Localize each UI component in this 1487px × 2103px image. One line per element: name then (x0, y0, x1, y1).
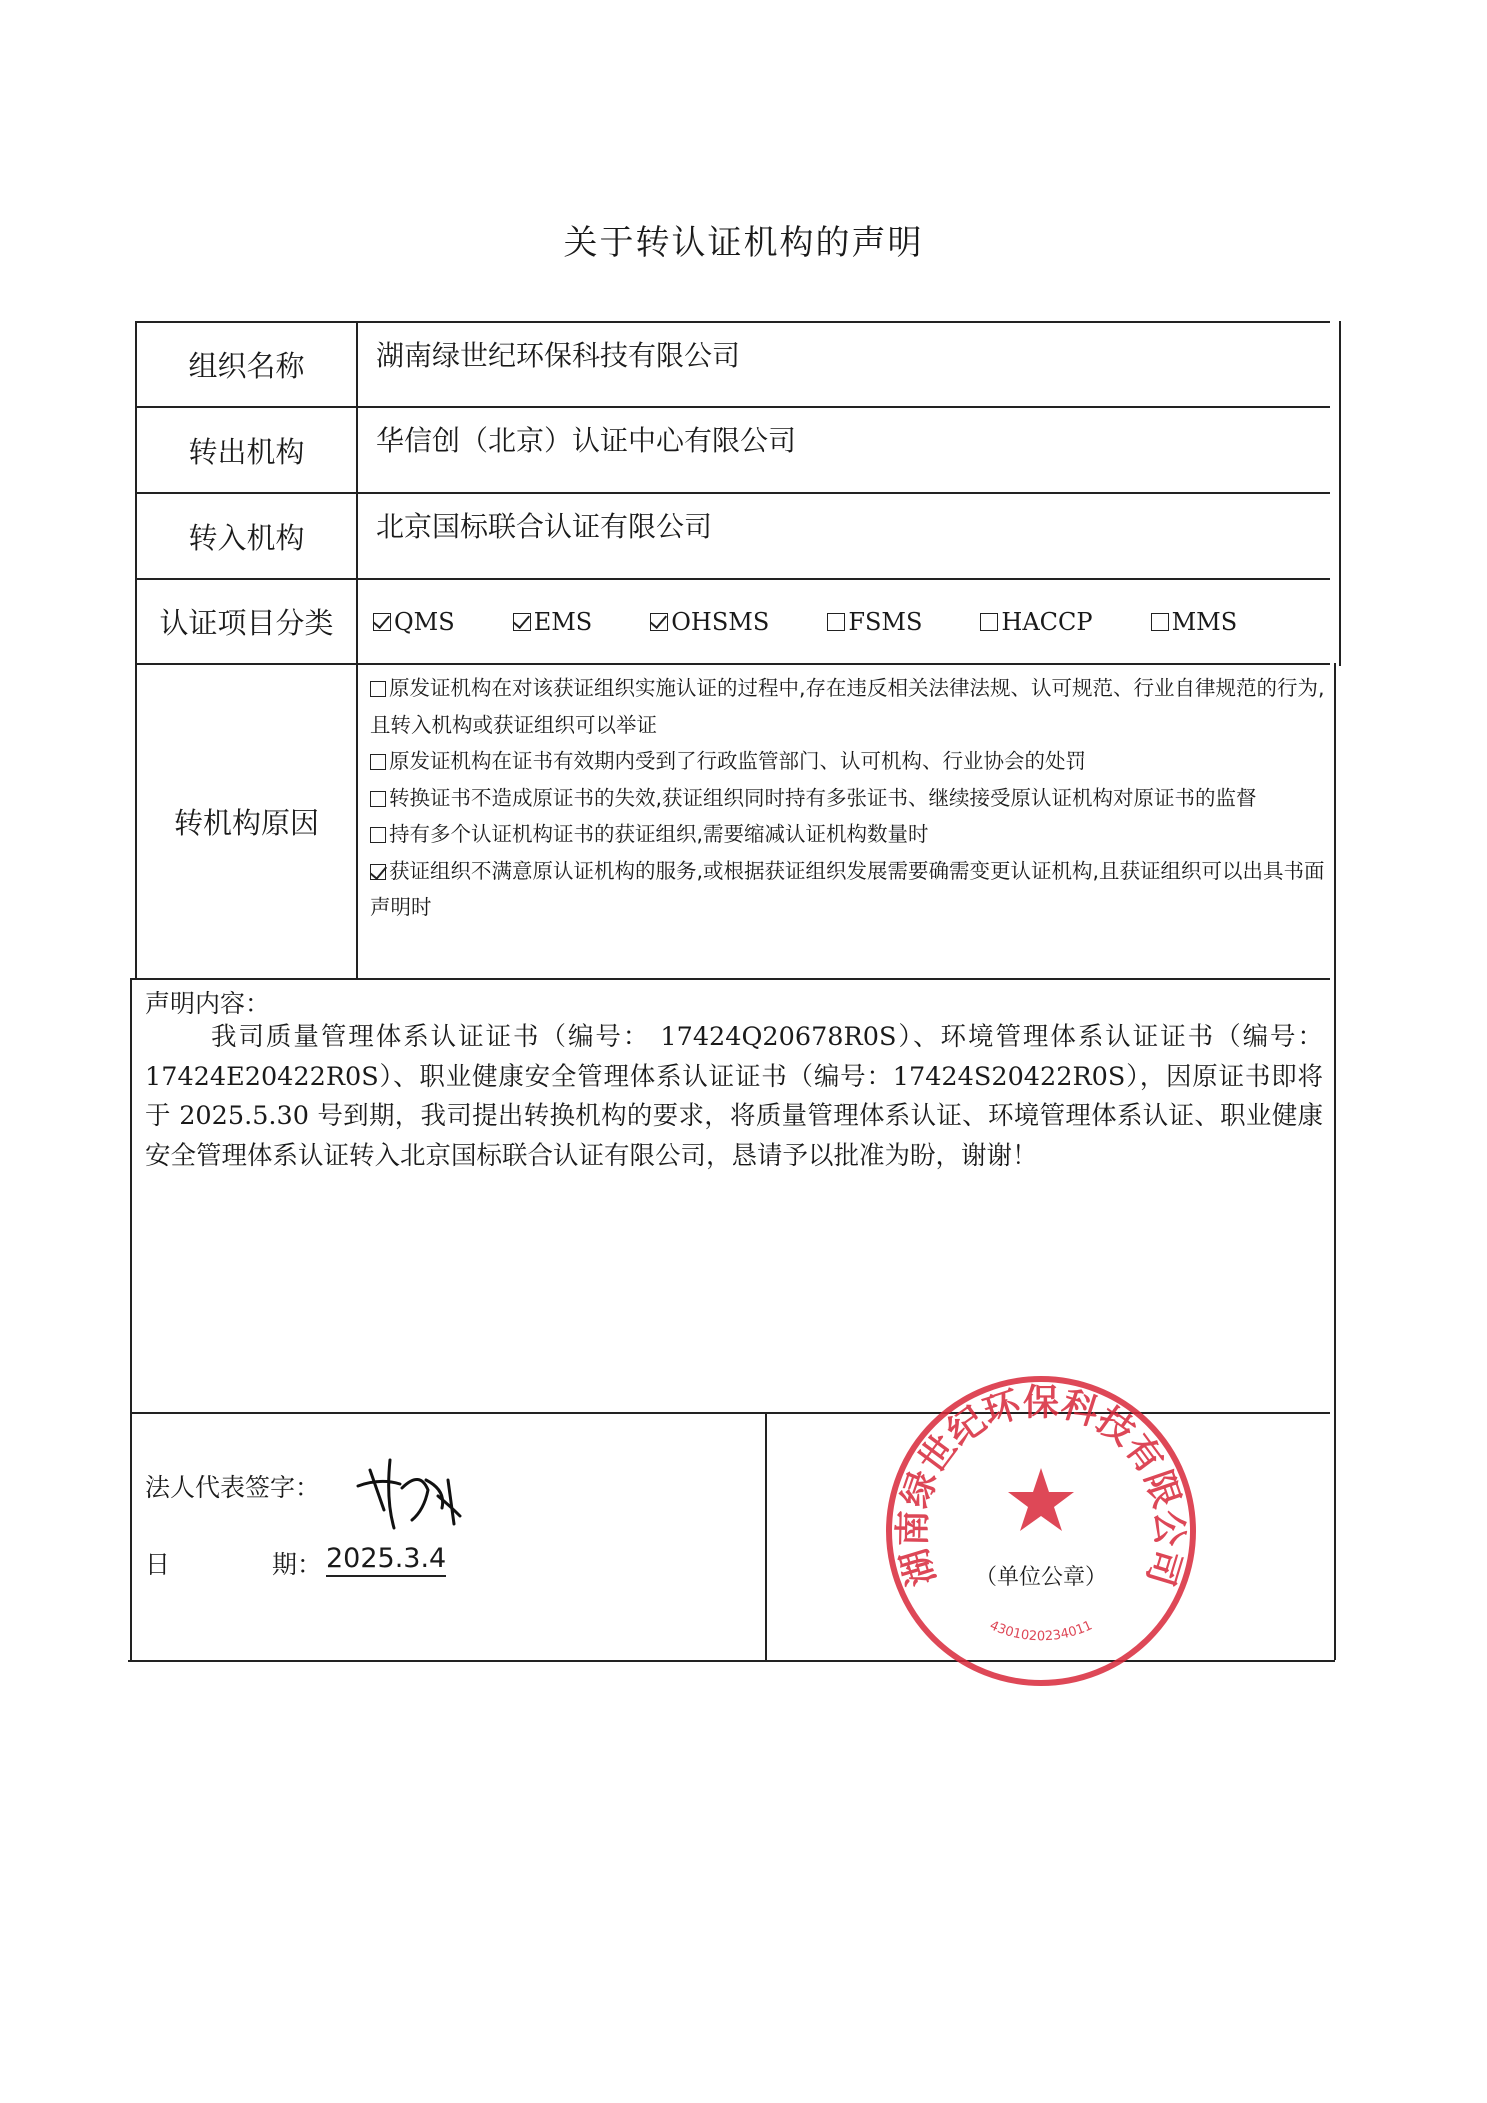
category-text: MMS (1171, 607, 1238, 636)
table-line (130, 978, 1330, 980)
svg-text:4301020234011 (987, 1618, 1095, 1644)
checkbox[interactable] (370, 827, 386, 843)
checkbox[interactable] (373, 613, 391, 631)
org-name-value: 湖南绿世纪环保科技有限公司 (376, 339, 741, 372)
checkbox[interactable] (370, 754, 386, 770)
document-title: 关于转认证机构的声明 (563, 223, 924, 263)
category-haccp[interactable] (980, 608, 1092, 636)
declaration-heading: 声明内容： (145, 989, 271, 1018)
reason-text: 转换证书不造成原证书的失效,获证组织同时持有多张证书、继续接受原认证机构对原证书的监督 (389, 785, 1257, 810)
category-label: 认证项目分类 (159, 606, 334, 640)
seal-org-text: 湖南绿世纪环保科技有限公司 (891, 1381, 1191, 1591)
checkbox[interactable] (370, 864, 386, 880)
reason-item[interactable] (370, 816, 1330, 853)
date-value: 2025.3.4 (326, 1543, 446, 1577)
reason-item[interactable] (370, 853, 1330, 926)
table-line (1334, 663, 1336, 1660)
category-text: EMS (533, 607, 593, 636)
reason-text: 获证组织不满意原认证机构的服务,或根据获证组织发展需要确需变更认证机构,且获证组织可以出具书面声明时 (370, 858, 1325, 919)
category-text: QMS (394, 607, 455, 636)
reason-item[interactable] (370, 743, 1330, 780)
category-mms[interactable] (1151, 608, 1238, 636)
reason-item[interactable] (370, 780, 1330, 817)
declaration-body: 我司质量管理体系认证证书（编号： 17424Q20678R0S）、环境管理体系认证证书（编号：17424E20422R0S）、职业健康安全管理体系认证证书（编号：17424S20422R0S），因原证书即将于 2025.5.30 号到期，我司提出转换机构的要求，将质量管理体系认证、环境管理体系认证、职业健康安全管理体系认证转入北京国标联合认证有限公司，恳请予以批准为盼，谢谢！ (145, 1022, 1323, 1171)
category-ohsms[interactable] (650, 608, 769, 636)
reason-text: 原发证机构在对该获证组织实施认证的过程中,存在违反相关法律法规、认可规范、行业自律规范的行为,且转入机构或获证组织可以举证 (370, 676, 1325, 737)
seal-star (1008, 1468, 1074, 1531)
category-fsms[interactable] (827, 608, 922, 636)
seal-code: 4301020234011 (987, 1618, 1095, 1645)
reason-text: 原发证机构在证书有效期内受到了行政监管部门、认可机构、行业协会的处罚 (389, 749, 1086, 773)
category-qms[interactable] (373, 608, 455, 636)
date-label-2: 期： (272, 1550, 323, 1579)
checkbox[interactable] (827, 613, 845, 631)
reason-text: 持有多个认证机构证书的获证组织,需要缩减认证机构数量时 (389, 822, 929, 846)
to-agency-value: 北京国标联合认证有限公司 (376, 510, 713, 543)
table-line (765, 1412, 767, 1662)
checkbox[interactable] (513, 613, 531, 631)
signature-label: 法人代表签字： (145, 1473, 321, 1502)
to-agency-label: 转入机构 (188, 520, 305, 555)
reason-list (370, 670, 1330, 926)
checkbox[interactable] (370, 681, 386, 697)
table-line (130, 978, 132, 1662)
company-seal (880, 1370, 1202, 1692)
date-label-1: 日 (145, 1550, 171, 1579)
table-line (1339, 321, 1341, 666)
org-name-label: 组织名称 (188, 349, 305, 383)
handwritten-signature (350, 1450, 470, 1540)
category-ems[interactable] (513, 608, 593, 636)
category-text: HACCP (1001, 607, 1093, 636)
reason-label: 转机构原因 (173, 806, 319, 840)
checkbox[interactable] (650, 613, 668, 631)
from-agency-value: 华信创（北京）认证中心有限公司 (376, 424, 797, 457)
category-checkboxes (358, 580, 1338, 663)
from-agency-label: 转出机构 (188, 434, 305, 469)
checkbox[interactable] (370, 791, 386, 807)
category-text: FSMS (848, 607, 923, 636)
reason-item[interactable] (370, 670, 1330, 743)
checkbox[interactable] (980, 613, 998, 631)
checkbox[interactable] (1151, 613, 1169, 631)
category-text: OHSMS (671, 607, 770, 636)
seal-center-text: （单位公章） (974, 1565, 1108, 1590)
